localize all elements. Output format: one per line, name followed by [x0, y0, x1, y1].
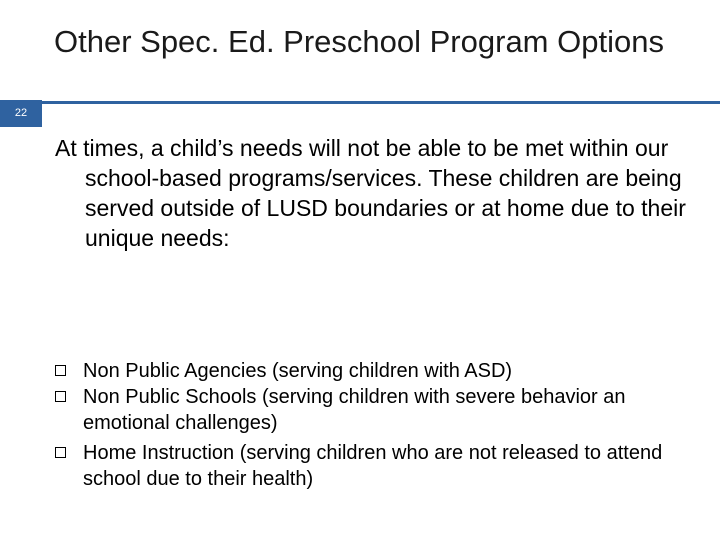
- list-item: [55, 440, 695, 492]
- square-bullet-icon: [55, 447, 66, 458]
- list-item-text: Non Public Agencies (serving children with ASD): [83, 360, 513, 382]
- slide-number: 22: [0, 100, 42, 127]
- list-item: [55, 358, 695, 384]
- bullet-list: [55, 358, 695, 492]
- list-item: [55, 384, 695, 436]
- square-bullet-icon: [55, 365, 66, 376]
- intro-paragraph: At times, a child’s needs will not be able to be met within our school-based programs/services. These children are being served outside of LUSD boundaries or at home due to their unique needs:: [55, 135, 686, 251]
- slide-title: Other Spec. Ed. Preschool Program Options: [54, 24, 664, 59]
- list-item-text: Non Public Schools (serving children with severe behavior an emotional challenges): [83, 386, 626, 434]
- square-bullet-icon: [55, 391, 66, 402]
- list-item-text: Home Instruction (serving children who are not released to attend school due to their health): [83, 442, 663, 490]
- title-divider: [42, 101, 720, 104]
